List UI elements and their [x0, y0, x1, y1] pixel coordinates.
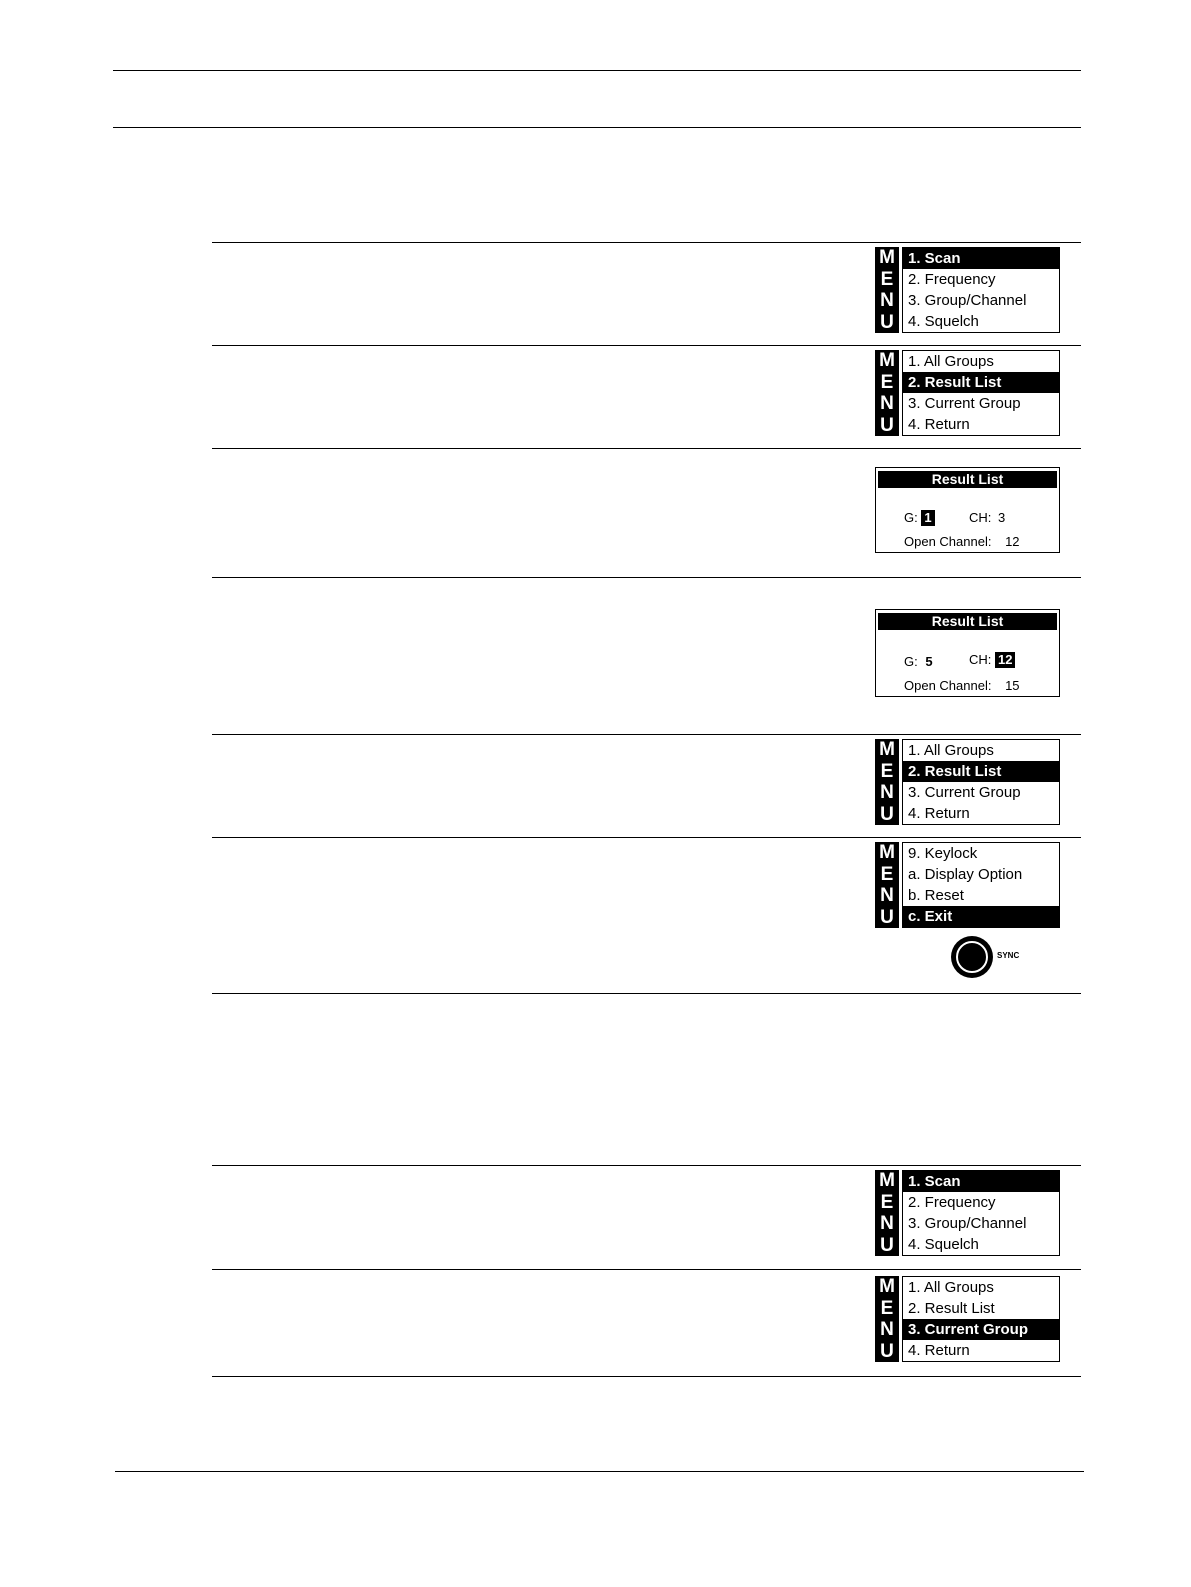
group-readout	[904, 654, 933, 669]
menu-item-list	[902, 739, 1060, 825]
menu-item: 1. Scan	[903, 1171, 1059, 1192]
menu-display-current-group	[875, 1276, 1060, 1362]
menu-item-list	[902, 842, 1060, 928]
result-list-display	[875, 467, 1060, 553]
menu-item: 9. Keylock	[908, 845, 978, 862]
menu-item: 4. Squelch	[908, 1236, 979, 1253]
table-rule	[212, 1269, 1081, 1270]
menu-letter: N	[880, 885, 894, 907]
menu-display-scan	[875, 247, 1060, 333]
menu-letter: E	[880, 371, 894, 393]
menu-item: 1. All Groups	[908, 353, 994, 370]
menu-vertical-label	[875, 247, 899, 333]
menu-item: 3. Group/Channel	[908, 1215, 1027, 1232]
menu-item-list	[902, 247, 1060, 333]
menu-display-scan-submenu	[875, 739, 1060, 825]
menu-vertical-label	[875, 1276, 899, 1362]
menu-letter: M	[879, 1170, 895, 1192]
menu-letter: E	[880, 1297, 894, 1319]
menu-item: 2. Result List	[908, 1300, 995, 1317]
menu-display-scan	[875, 1170, 1060, 1256]
sync-label: SYNC	[997, 951, 1020, 960]
table-rule	[212, 734, 1081, 735]
menu-letter: N	[880, 1213, 894, 1235]
menu-display-scan-submenu	[875, 350, 1060, 436]
channel-label: CH:	[969, 510, 992, 525]
menu-item: 4. Return	[908, 1342, 970, 1359]
table-rule	[212, 993, 1081, 994]
header-rule-bottom	[113, 127, 1081, 128]
menu-letter: M	[879, 247, 895, 269]
group-readout	[904, 510, 935, 526]
menu-letter: N	[880, 393, 894, 415]
menu-item: a. Display Option	[908, 866, 1023, 883]
menu-letter: U	[880, 1234, 894, 1256]
table-rule	[212, 1376, 1081, 1377]
menu-item: 2. Frequency	[908, 271, 996, 288]
menu-letter: M	[879, 1276, 895, 1298]
menu-item: 3. Current Group	[903, 1319, 1059, 1340]
menu-item: 1. Scan	[903, 248, 1059, 269]
menu-letter: M	[879, 842, 895, 864]
channel-readout	[969, 652, 1015, 668]
menu-item-list	[902, 1276, 1060, 1362]
sync-button-icon	[951, 936, 993, 978]
footer-rule	[115, 1471, 1084, 1472]
open-channel-label: Open Channel:	[904, 534, 992, 549]
menu-letter: E	[880, 863, 894, 885]
menu-item: 4. Return	[908, 416, 970, 433]
menu-letter: U	[880, 311, 894, 333]
menu-item: c. Exit	[903, 906, 1059, 927]
menu-item-list	[902, 1170, 1060, 1256]
menu-vertical-label	[875, 739, 899, 825]
menu-item: 3. Current Group	[908, 395, 1021, 412]
menu-vertical-label	[875, 350, 899, 436]
menu-item: 2. Frequency	[908, 1194, 996, 1211]
channel-label: CH:	[969, 652, 992, 667]
menu-item-list	[902, 350, 1060, 436]
menu-item: 3. Current Group	[908, 784, 1021, 801]
open-channel-value: 15	[1005, 678, 1020, 693]
menu-item: 2. Result List	[903, 372, 1059, 393]
menu-item: 1. All Groups	[908, 742, 994, 759]
menu-letter: N	[880, 1319, 894, 1341]
menu-item: 4. Squelch	[908, 313, 979, 330]
result-list-title: Result List	[878, 471, 1057, 488]
menu-vertical-label	[875, 842, 899, 928]
menu-letter: E	[880, 1191, 894, 1213]
open-channel-label: Open Channel:	[904, 678, 992, 693]
menu-item: 3. Group/Channel	[908, 292, 1027, 309]
menu-letter: M	[879, 739, 895, 761]
channel-readout	[969, 510, 1005, 525]
group-value: 1	[921, 510, 934, 526]
group-label: G:	[904, 654, 918, 669]
menu-letter: E	[880, 268, 894, 290]
group-value: 5	[925, 654, 933, 669]
menu-letter: U	[880, 906, 894, 928]
menu-letter: E	[880, 760, 894, 782]
menu-item: 1. All Groups	[908, 1279, 994, 1296]
open-channel-readout	[904, 534, 1020, 549]
menu-letter: N	[880, 782, 894, 804]
table-rule	[212, 242, 1081, 243]
menu-letter: U	[880, 1340, 894, 1362]
menu-letter: U	[880, 803, 894, 825]
result-list-display	[875, 609, 1060, 697]
open-channel-value: 12	[1005, 534, 1020, 549]
group-label: G:	[904, 510, 918, 525]
menu-letter: U	[880, 414, 894, 436]
menu-vertical-label	[875, 1170, 899, 1256]
channel-value: 12	[995, 652, 1015, 668]
header-rule-top	[113, 70, 1081, 71]
result-list-title: Result List	[878, 613, 1057, 630]
table-rule	[212, 448, 1081, 449]
menu-display-exit	[875, 842, 1060, 928]
table-rule	[212, 345, 1081, 346]
sync-button-ring	[956, 941, 988, 973]
channel-value: 3	[998, 510, 1006, 525]
menu-item: b. Reset	[908, 887, 964, 904]
table-rule	[212, 1165, 1081, 1166]
menu-letter: N	[880, 290, 894, 312]
menu-letter: M	[879, 350, 895, 372]
sync-button-core	[963, 948, 981, 966]
menu-item: 2. Result List	[903, 761, 1059, 782]
open-channel-readout	[904, 678, 1020, 693]
table-rule	[212, 837, 1081, 838]
menu-item: 4. Return	[908, 805, 970, 822]
table-rule	[212, 577, 1081, 578]
